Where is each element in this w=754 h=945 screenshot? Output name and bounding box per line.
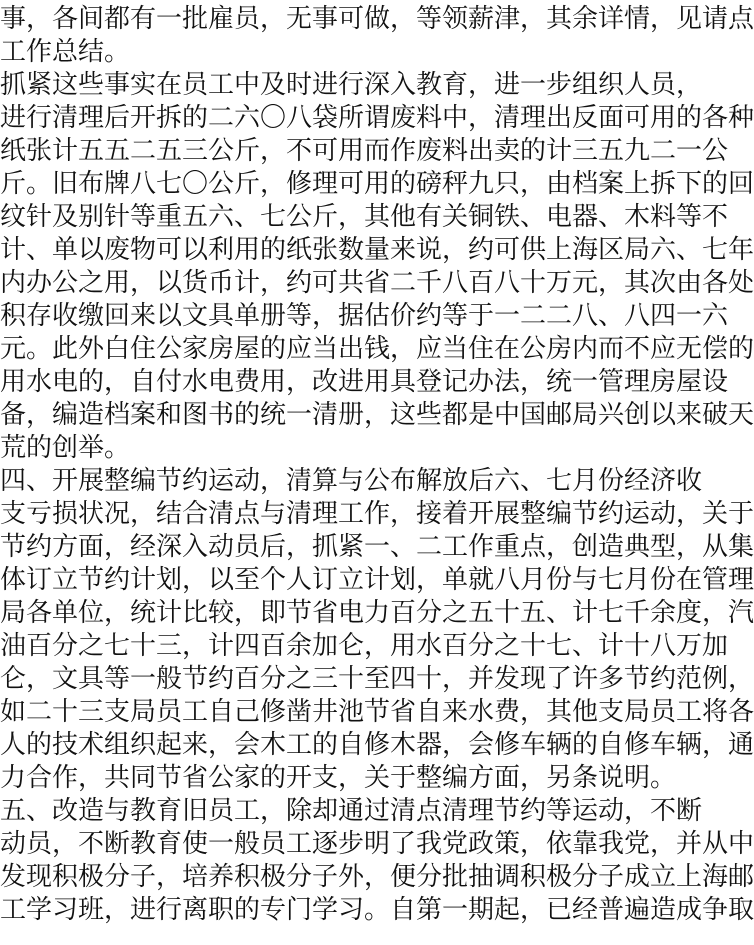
- text-line: 纸张计五五二五三公斤，不可用而作废料出卖的计三五九二一公: [0, 136, 729, 166]
- text-line: 计、单以废物可以利用的纸张数量来说，约可供上海区局六、七年: [0, 235, 754, 265]
- text-line: 四、开展整编节约运动，清算与公布解放后六、七月份经济收: [0, 466, 703, 496]
- text-line: 事，各间都有一批雇员，无事可做，等领薪津，其余详情，见请点: [0, 4, 754, 34]
- text-line: 荒的创举。: [0, 433, 131, 463]
- text-line: 积存收缴回来以文具单册等，据估价约等于一二二八、八四一六: [0, 301, 729, 331]
- text-line: 元。此外白住公家房屋的应当出钱，应当住在公房内而不应无偿的: [0, 334, 754, 364]
- text-line: 五、改造与教育旧员工，除却通过清点清理节约等运动，不断: [0, 796, 703, 826]
- text-line: 备，编造档案和图书的统一清册，这些都是中国邮局兴创以来破天: [0, 400, 754, 430]
- text-line: 发现积极分子，培养积极分子外，便分批抽调积极分子成立上海邮: [0, 862, 754, 892]
- text-line: 内办公之用，以货币计，约可共省二千八百八十万元，其次由各处: [0, 268, 754, 298]
- text-line: 支亏损状况，结合清点与清理工作，接着开展整编节约运动，关于: [0, 499, 754, 529]
- text-line: 如二十三支局员工自己修凿井池节省自来水费，其他支局员工将各: [0, 697, 754, 727]
- text-line: 斤。旧布牌八七〇公斤，修理可用的磅秤九只，由档案上拆下的回: [0, 169, 754, 199]
- text-line: 用水电的，自付水电费用，改进用具登记办法，统一管理房屋设: [0, 367, 729, 397]
- text-line: 动员，不断教育使一般员工逐步明了我党政策，依靠我党，并从中: [0, 829, 754, 859]
- text-line: 进行清理后开拆的二六〇八袋所谓废料中，清理出反面可用的各种: [0, 103, 754, 133]
- text-line: 节约方面，经深入动员后，抓紧一、二工作重点，创造典型，从集: [0, 532, 754, 562]
- text-line: 力合作，共同节省公家的开支，关于整编方面，另条说明。: [0, 763, 677, 793]
- text-line: 油百分之七十三，计四百余加仑，用水百分之十七、计十八万加: [0, 631, 729, 661]
- text-line: 局各单位，统计比较，即节省电力百分之五十五、计七千余度，汽: [0, 598, 754, 628]
- text-line: 仑，文具等一般节约百分之三十至四十，并发现了许多节约范例，: [0, 664, 754, 694]
- text-line: 抓紧这些事实在员工中及时进行深入教育，进一步组织人员，: [0, 70, 703, 100]
- text-line: 体订立节约计划，以至个人订立计划，单就八月份与七月份在管理: [0, 565, 754, 595]
- text-line: 纹针及别针等重五六、七公斤，其他有关铜铁、电器、木料等不: [0, 202, 729, 232]
- text-line: 人的技术组织起来，会木工的自修木器，会修车辆的自修车辆，通: [0, 730, 754, 760]
- text-line: 工作总结。: [0, 37, 131, 67]
- text-line: 工学习班，进行离职的专门学习。自第一期起，已经普遍造成争取: [0, 895, 754, 925]
